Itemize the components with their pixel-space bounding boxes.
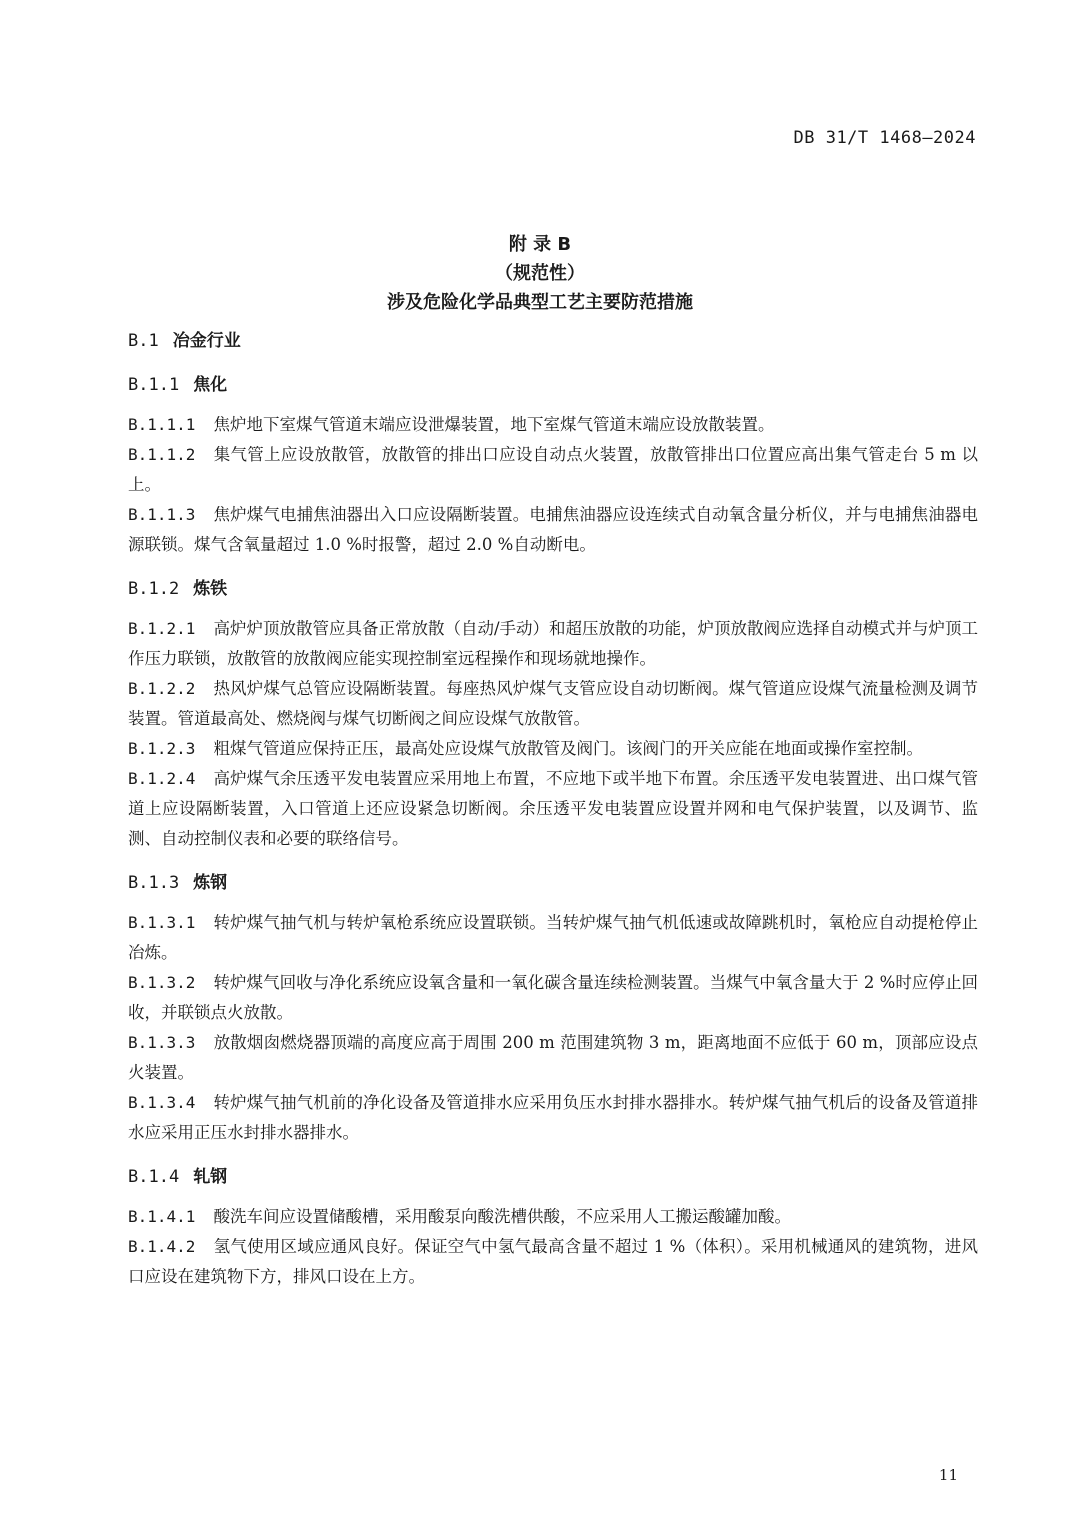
clause <box>128 908 978 968</box>
clause <box>128 734 978 764</box>
clause <box>128 764 978 854</box>
clause-number: B.1.2.3 <box>128 739 196 758</box>
section-heading <box>128 1162 978 1192</box>
section-heading <box>128 326 978 356</box>
section-title: 焦化 <box>193 375 228 395</box>
clause-number: B.1.3.1 <box>128 913 196 932</box>
clause <box>128 1202 978 1232</box>
clause-number: B.1.3.4 <box>128 1093 196 1112</box>
clause-text: 转炉煤气回收与净化系统应设氧含量和一氧化碳含量连续检测装置。当煤气中氧含量大于 2 %时应停止回收，并联锁点火放散。 <box>128 973 978 1022</box>
clause <box>128 1232 978 1292</box>
section-title: 冶金行业 <box>172 331 241 351</box>
section-number: B.1.4 <box>128 1167 180 1187</box>
section-heading <box>128 868 978 898</box>
section-heading <box>128 370 978 400</box>
clause-text: 转炉煤气抽气机与转炉氧枪系统应设置联锁。当转炉煤气抽气机低速或故障跳机时，氧枪应自动提枪停止冶炼。 <box>128 913 978 962</box>
clause-number: B.1.1.3 <box>128 505 196 524</box>
clause-text: 高炉炉顶放散管应具备正常放散（自动/手动）和超压放散的功能，炉顶放散阀应选择自动模式并与炉顶工作压力联锁，放散管的放散阀应能实现控制室远程操作和现场就地操作。 <box>128 619 978 668</box>
clause <box>128 410 978 440</box>
clause-number: B.1.4.1 <box>128 1207 196 1226</box>
clause-number: B.1.2.4 <box>128 769 196 788</box>
section-number: B.1.3 <box>128 873 180 893</box>
section-heading <box>128 574 978 604</box>
clause-text: 高炉煤气余压透平发电装置应采用地上布置，不应地下或半地下布置。余压透平发电装置进、出口煤气管道上应设隔断装置，入口管道上还应设紧急切断阀。余压透平发电装置应设置并网和电气保护装置，以及调节、监测、自动控制仪表和必要的联络信号。 <box>128 769 978 848</box>
clause-number: B.1.4.2 <box>128 1237 196 1256</box>
clause-text: 焦炉地下室煤气管道末端应设泄爆装置，地下室煤气管道末端应设放散装置。 <box>213 415 775 434</box>
appendix-type: （规范性） <box>495 263 585 284</box>
section-number: B.1 <box>128 331 159 351</box>
clause-text: 放散烟囱燃烧器顶端的高度应高于周围 200 m 范围建筑物 3 m，距离地面不应低于 60 m，顶部应设点火装置。 <box>128 1033 978 1082</box>
page-number: 11 <box>938 1466 958 1484</box>
clause-number: B.1.1.2 <box>128 445 196 464</box>
section-title: 轧钢 <box>193 1167 228 1187</box>
appendix-title: 涉及危险化学品典型工艺主要防范措施 <box>387 292 693 313</box>
clause <box>128 500 978 560</box>
clause-number: B.1.2.1 <box>128 619 196 638</box>
clause-number: B.1.3.3 <box>128 1033 196 1052</box>
clause-text: 集气管上应设放散管，放散管的排出口应设自动点火装置，放散管排出口位置应高出集气管走台 5 m 以上。 <box>128 445 978 494</box>
section-number: B.1.1 <box>128 375 180 395</box>
clause <box>128 1088 978 1148</box>
appendix-label: 附 录 B <box>508 234 572 255</box>
section-title: 炼铁 <box>193 579 228 599</box>
clause-number: B.1.3.2 <box>128 973 196 992</box>
section-number: B.1.2 <box>128 579 180 599</box>
clause-number: B.1.2.2 <box>128 679 196 698</box>
clause-number: B.1.1.1 <box>128 415 196 434</box>
document-code: DB 31/T 1468—2024 <box>793 128 976 148</box>
document-body <box>128 326 978 1292</box>
clause <box>128 1028 978 1088</box>
clause-text: 热风炉煤气总管应设隔断装置。每座热风炉煤气支管应设自动切断阀。煤气管道应设煤气流量检测及调节装置。管道最高处、燃烧阀与煤气切断阀之间应设煤气放散管。 <box>128 679 978 728</box>
clause-text: 粗煤气管道应保持正压，最高处应设煤气放散管及阀门。该阀门的开关应能在地面或操作室控制。 <box>213 739 923 758</box>
clause-text: 焦炉煤气电捕焦油器出入口应设隔断装置。电捕焦油器应设连续式自动氧含量分析仪，并与电捕焦油器电源联锁。煤气含氧量超过 1.0 %时报警，超过 2.0 %自动断电。 <box>128 505 978 554</box>
clause <box>128 968 978 1028</box>
clause-text: 转炉煤气抽气机前的净化设备及管道排水应采用负压水封排水器排水。转炉煤气抽气机后的设备及管道排水应采用正压水封排水器排水。 <box>128 1093 978 1142</box>
clause <box>128 440 978 500</box>
clause <box>128 614 978 674</box>
clause-text: 酸洗车间应设置储酸槽，采用酸泵向酸洗槽供酸，不应采用人工搬运酸罐加酸。 <box>213 1207 791 1226</box>
section-title: 炼钢 <box>193 873 228 893</box>
clause-text: 氢气使用区域应通风良好。保证空气中氢气最高含量不超过 1 %（体积）。采用机械通风的建筑物，进风口应设在建筑物下方，排风口设在上方。 <box>128 1237 978 1286</box>
clause <box>128 674 978 734</box>
